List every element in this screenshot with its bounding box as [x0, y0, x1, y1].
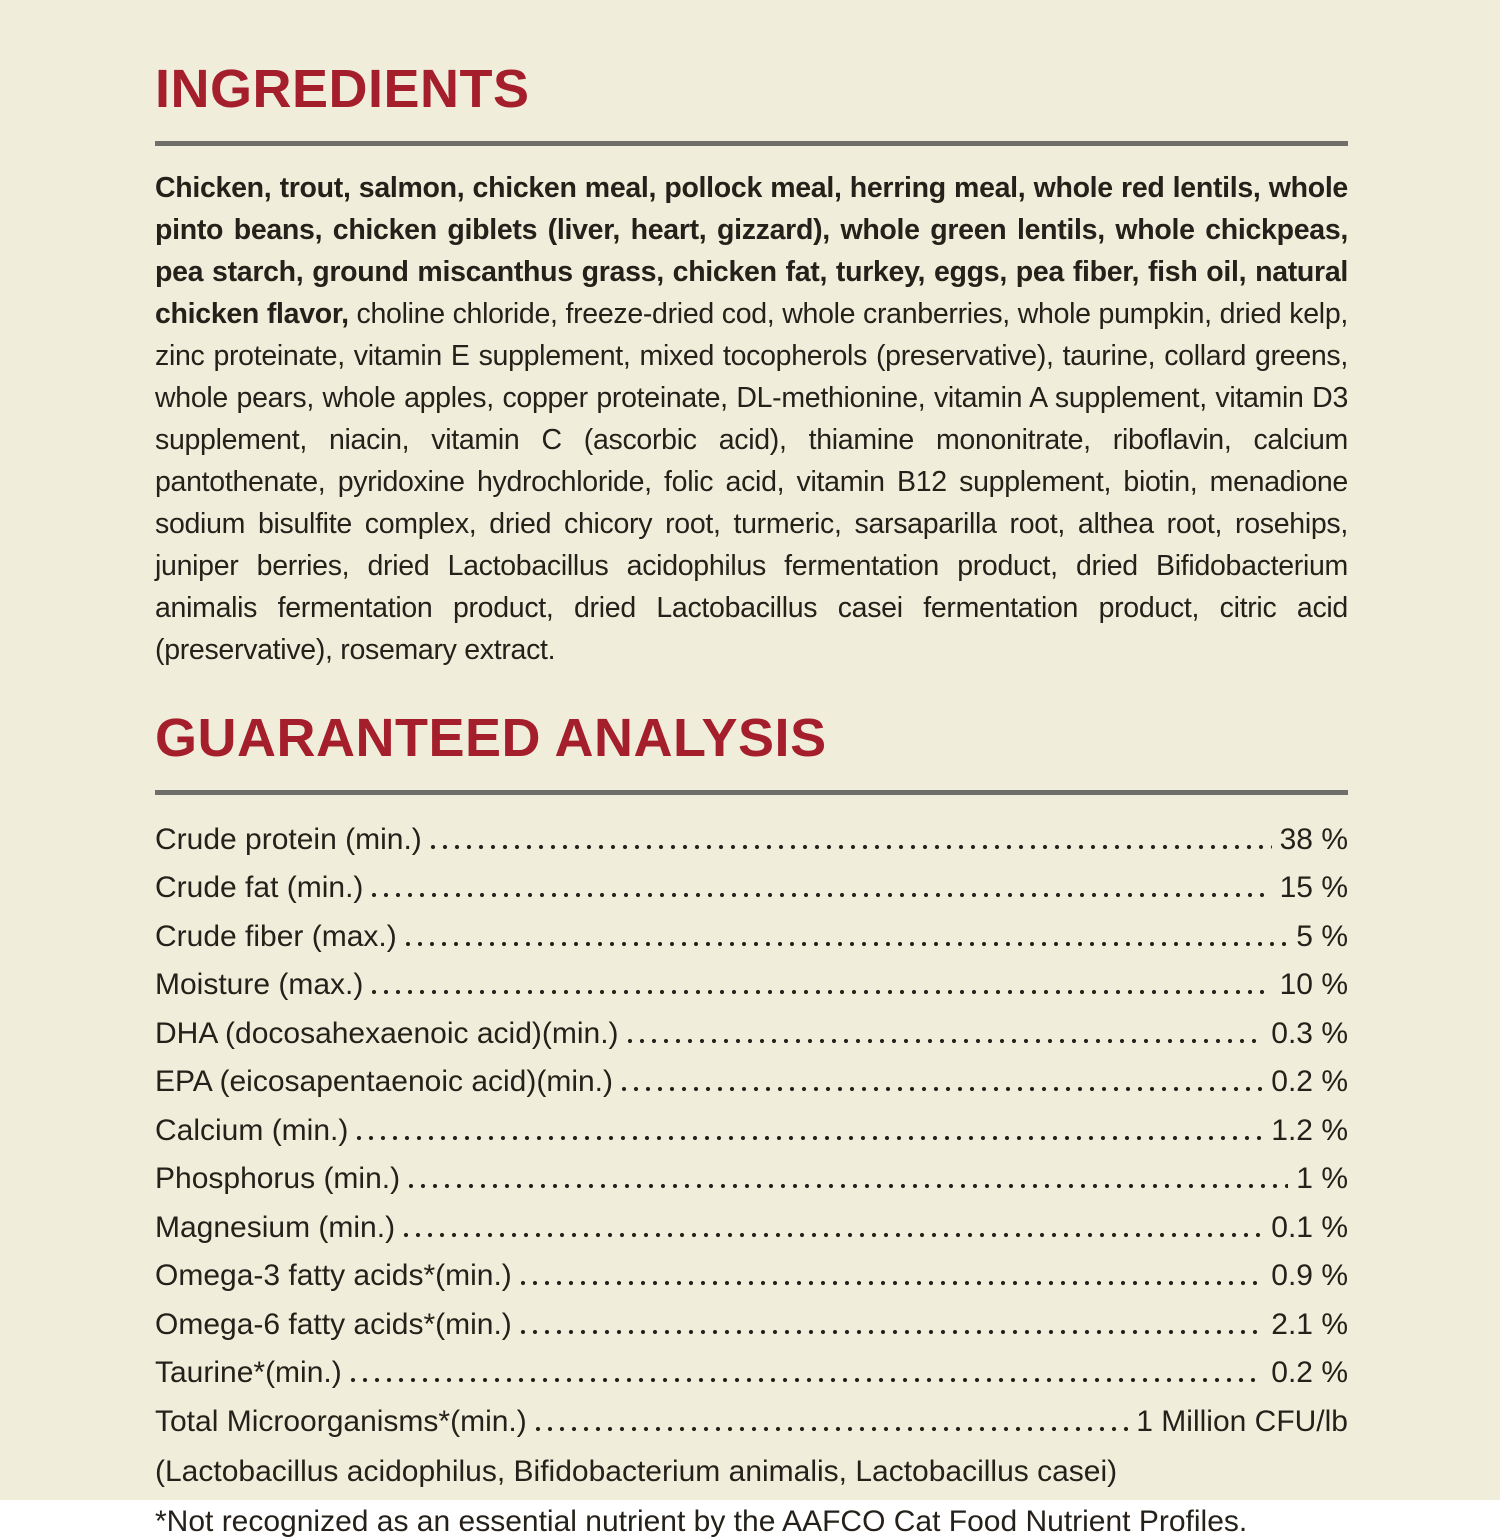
guaranteed-analysis-title: GUARANTEED ANALYSIS [155, 708, 827, 768]
ingredients-regular-text: choline chloride, freeze-dried cod, whole cranberries, whole pumpkin, dried kelp, zinc proteinate, vitamin E supplement, mixed tocopherols (preservative), taurine, collard greens, whole pears, whole apples, copper proteinate, DL-methionine, vitamin A supplement, vitamin D3 supplement, niacin, vitamin C (ascorbic acid), thiamine mononitrate, riboflavin, calcium pantothenate, pyridoxine hydrochloride, folic acid, vitamin B12 supplement, biotin, menadione sodium bisulfite complex, dried chicory root, turmeric, sarsaparilla root, althea root, rosehips, juniper berries, dried Lactobacillus acidophilus fermentation product, dried Bifidobacterium animalis fermentation product, dried Lactobacillus casei fermentation product, citric acid (preservative), rosemary extract. [155, 298, 1349, 666]
table-row [155, 1342, 1348, 1391]
aafco-footnote: *Not recognized as an essential nutrient by the AAFCO Cat Food Nutrient Profiles. [155, 1504, 1248, 1538]
table-row [155, 1390, 1348, 1439]
analysis-row-value: 10 % [1279, 968, 1348, 1001]
table-row [155, 905, 1348, 954]
dot-leader [405, 941, 1289, 947]
dot-leader [520, 1280, 1264, 1286]
dot-leader [403, 1232, 1263, 1238]
analysis-row-label: Crude fat (min.) [155, 871, 364, 904]
analysis-row-value: 1.2 % [1271, 1113, 1348, 1147]
table-row [155, 1245, 1348, 1294]
dot-leader [430, 844, 1272, 850]
dot-leader [535, 1426, 1129, 1432]
dot-leader [621, 1086, 1263, 1092]
dot-leader [627, 1038, 1264, 1044]
analysis-row-value: 5 % [1296, 919, 1348, 953]
analysis-row-value: 0.3 % [1271, 1016, 1348, 1050]
analysis-row-label: Crude fiber (max.) [155, 919, 397, 953]
analysis-row-value: 0.2 % [1271, 1065, 1348, 1098]
analysis-row-label: Omega-3 fatty acids*(min.) [155, 1259, 512, 1292]
dot-leader [371, 892, 1271, 898]
analysis-row-value: 0.2 % [1271, 1356, 1348, 1389]
dot-leader [350, 1377, 1264, 1383]
analysis-row-label: Calcium (min.) [155, 1113, 349, 1147]
guaranteed-analysis-section [155, 708, 1348, 1539]
table-row [155, 808, 1348, 857]
table-row [155, 857, 1348, 906]
analysis-row-label: Total Microorganisms*(min.) [155, 1404, 527, 1438]
ingredients-divider [155, 141, 1348, 146]
ingredients-bold-text: Chicken, trout, salmon, chicken meal, pollock meal, herring meal, whole red lentils, whole pinto beans, chicken giblets (liver, heart, gizzard), whole green lentils, whole chickpeas, pea starch, ground miscanthus grass, chicken fat, turkey, eggs, pea fiber, fish oil, natural chicken flavor, [155, 172, 1348, 330]
dot-leader [356, 1135, 1263, 1141]
table-row [155, 1002, 1348, 1051]
table-row [155, 1099, 1348, 1148]
analysis-row-label: Phosphorus (min.) [155, 1162, 401, 1195]
guaranteed-analysis-divider [155, 790, 1348, 795]
analysis-row-label: Moisture (max.) [155, 968, 364, 1001]
ingredients-section [155, 59, 1349, 671]
table-row [155, 1293, 1348, 1342]
table-row [155, 1196, 1348, 1245]
analysis-row-value: 2.1 % [1271, 1307, 1348, 1341]
analysis-row-value: 0.9 % [1271, 1259, 1348, 1292]
analysis-row-label: Crude protein (min.) [155, 822, 422, 856]
table-row [155, 1148, 1348, 1197]
ingredients-paragraph [155, 167, 1348, 671]
table-row [155, 1051, 1348, 1100]
dot-leader [408, 1183, 1288, 1189]
guaranteed-analysis-table [155, 808, 1348, 1539]
analysis-row-label: DHA (docosahexaenoic acid)(min.) [155, 1016, 619, 1050]
microorganisms-note: (Lactobacillus acidophilus, Bifidobacterium animalis, Lactobacillus casei) [155, 1454, 1118, 1488]
analysis-row-value: 15 % [1279, 871, 1348, 904]
analysis-row-value: 1 % [1296, 1162, 1348, 1195]
analysis-row-label: EPA (eicosapentaenoic acid)(min.) [155, 1065, 613, 1098]
analysis-row-label: Taurine*(min.) [155, 1356, 342, 1389]
analysis-row-label: Magnesium (min.) [155, 1210, 396, 1244]
ingredients-title: INGREDIENTS [155, 59, 530, 119]
dot-leader [520, 1329, 1264, 1335]
analysis-row-label: Omega-6 fatty acids*(min.) [155, 1307, 512, 1341]
analysis-row-value: 0.1 % [1271, 1210, 1348, 1244]
analysis-row-value: 38 % [1279, 822, 1348, 856]
table-row [155, 954, 1348, 1003]
analysis-row-value: 1 Million CFU/lb [1136, 1404, 1348, 1438]
dot-leader [371, 989, 1271, 995]
